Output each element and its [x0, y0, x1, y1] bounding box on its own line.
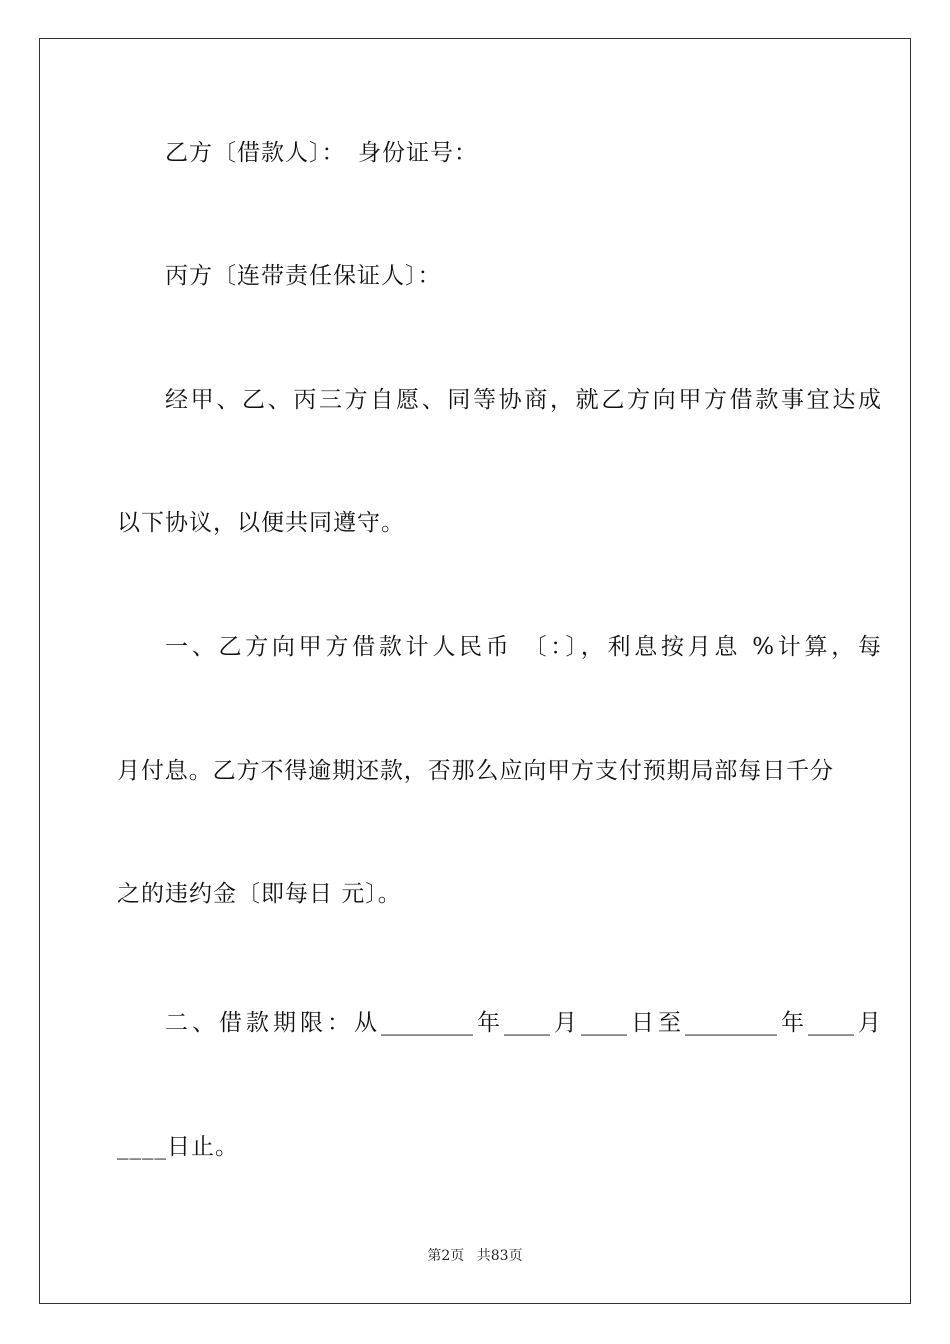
agreement-intro-line-1: 经甲、乙、丙三方自愿、同等协商，就乙方向甲方借款事宜达成	[165, 387, 881, 413]
total-pages: 共83页	[476, 1248, 523, 1264]
party-c-line: 丙方〔连带责任保证人〕：	[165, 263, 442, 289]
clause-2-line-1: 二、借款期限：从________年____月____日至________年____月	[165, 1010, 881, 1036]
clause-1-line-1: 一、乙方向甲方借款计人民币 〔：〕，利息按月息 %计算，每	[165, 634, 881, 660]
clause-2-line-2: ____日止。	[117, 1134, 239, 1160]
party-b-line: 乙方〔借款人〕： 身份证号：	[165, 140, 478, 166]
clause-1-line-3: 之的违约金〔即每日 元〕。	[117, 881, 402, 907]
page-border	[39, 38, 911, 1304]
page-footer	[0, 1247, 950, 1265]
clause-1-line-2: 月付息。乙方不得逾期还款，否那么应向甲方支付预期局部每日千分	[117, 758, 833, 784]
page-number: 第2页	[427, 1248, 465, 1264]
agreement-intro-line-2: 以下协议，以便共同遵守。	[117, 510, 405, 536]
